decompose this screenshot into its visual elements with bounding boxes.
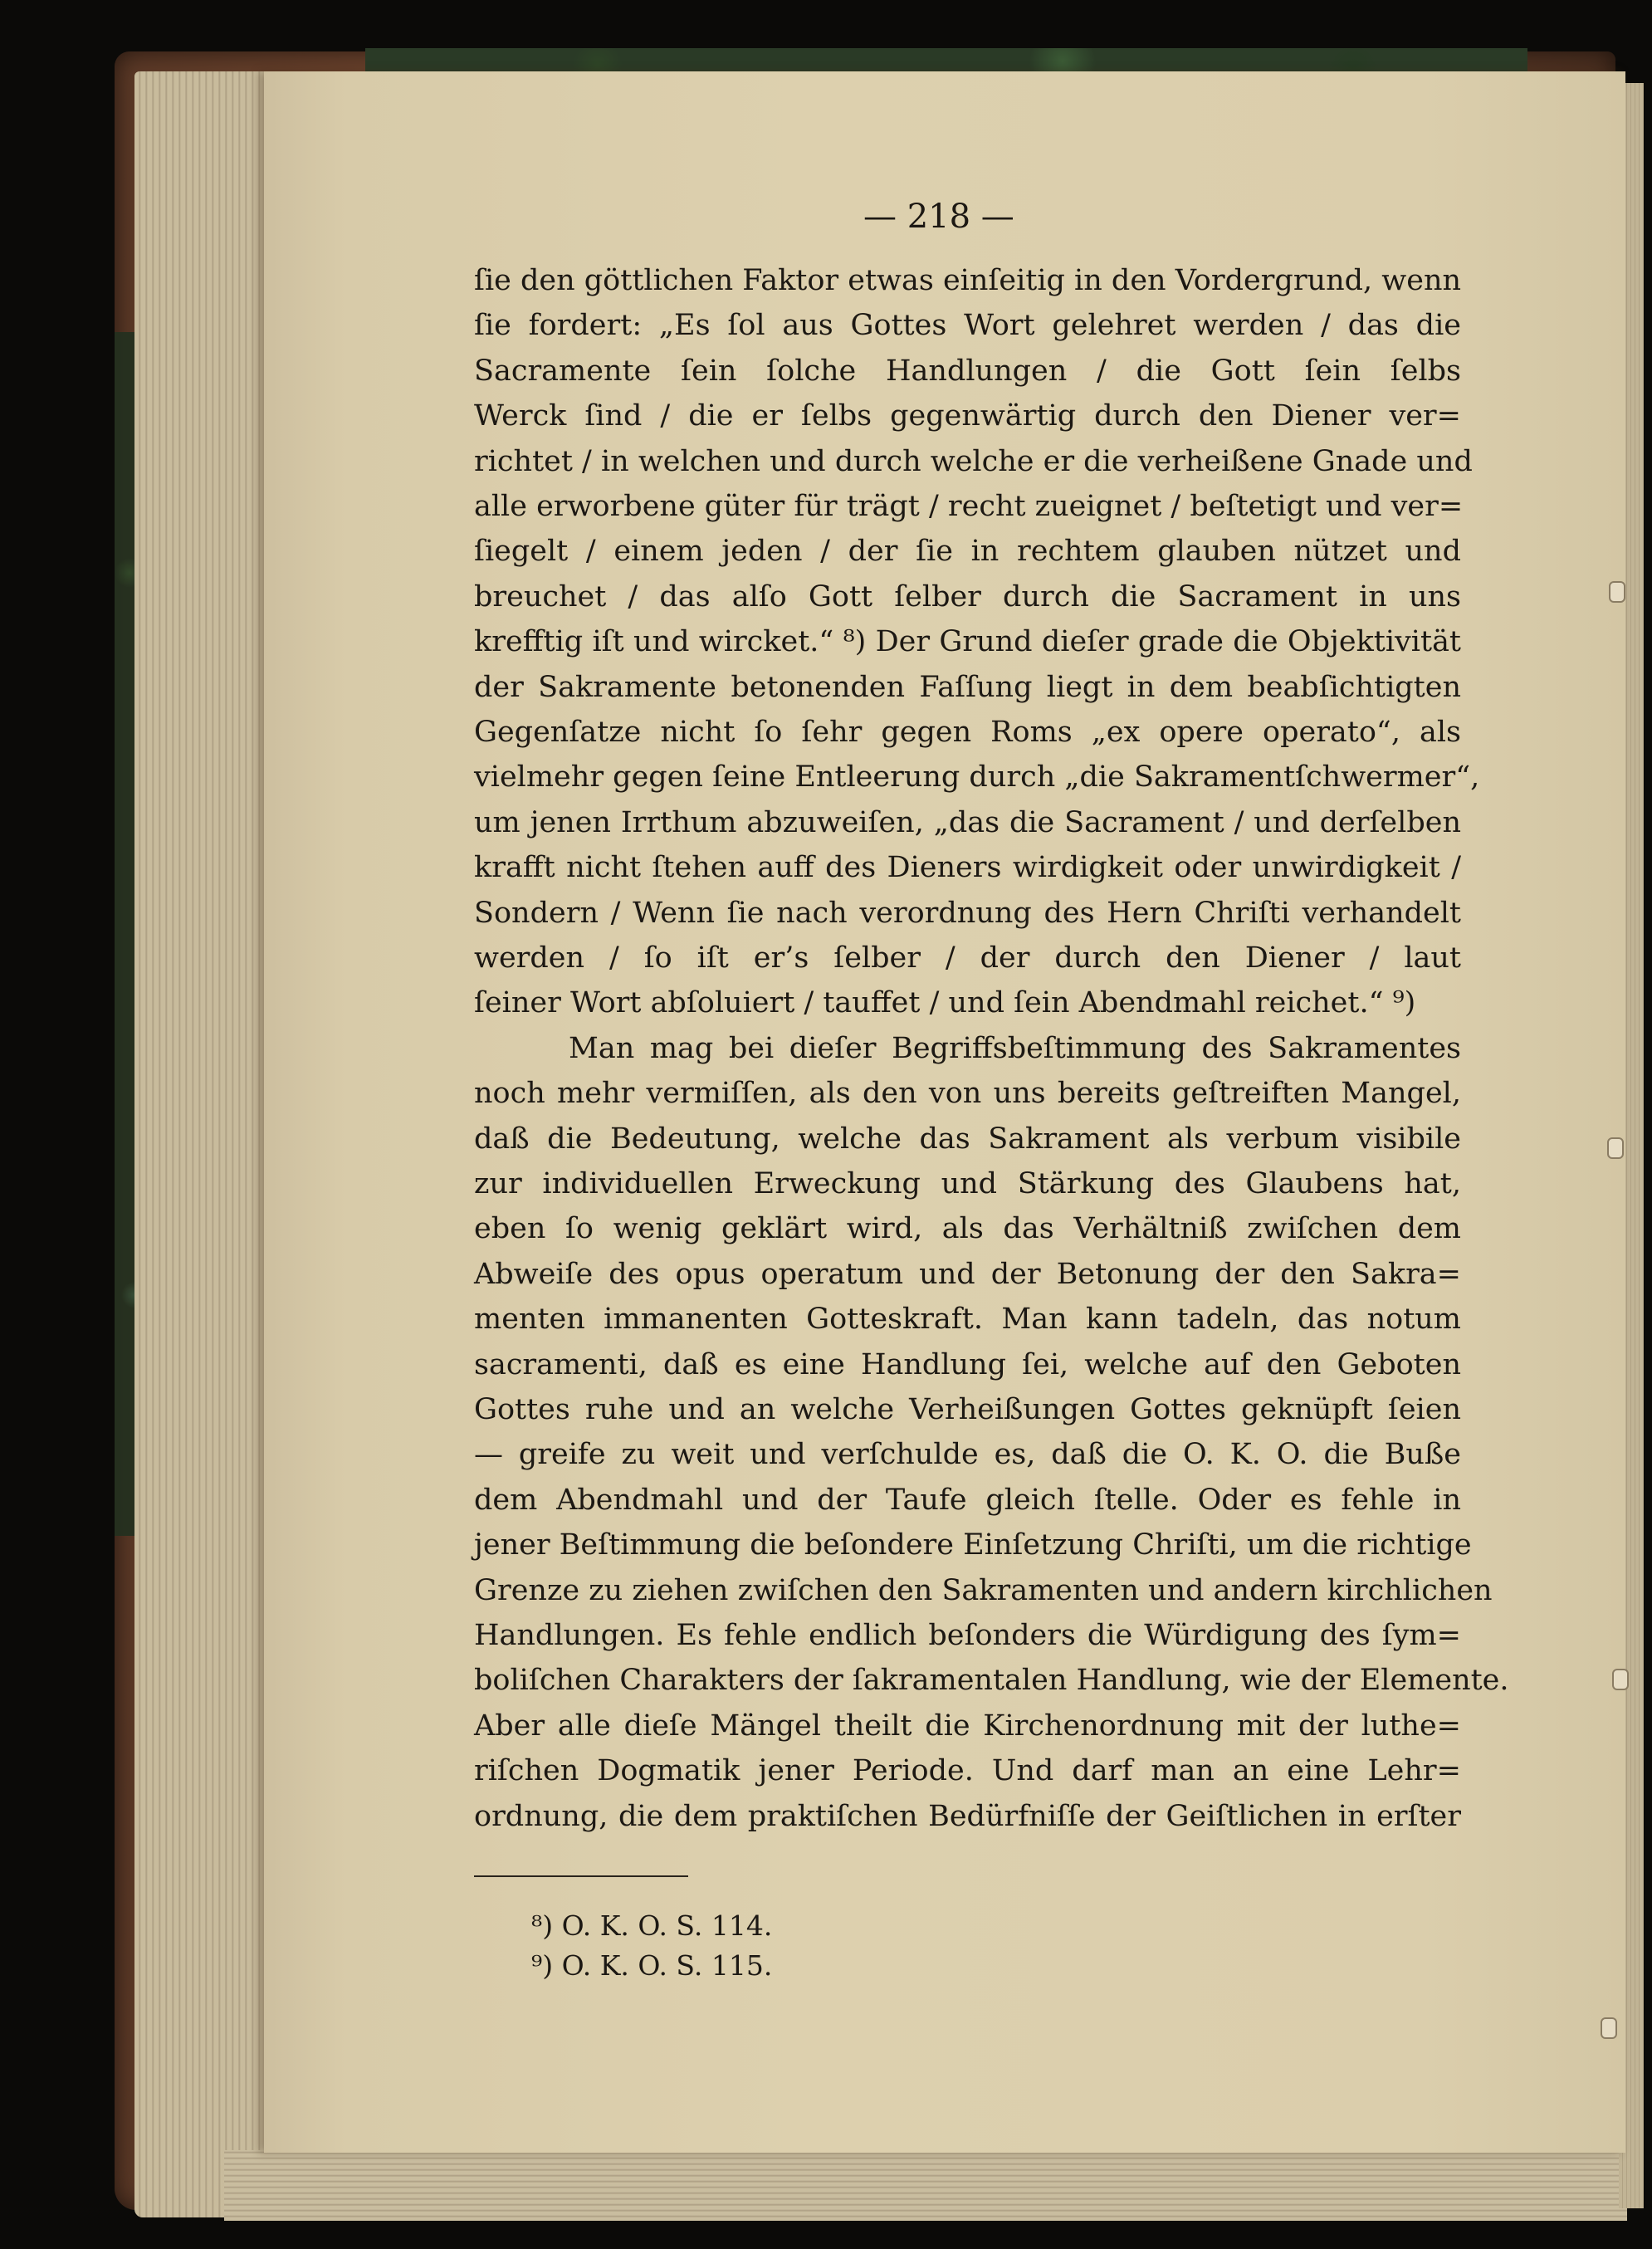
text-line: ſiegelt / einem jeden / der ſie in rechtem glauben nützet und (474, 535, 1461, 568)
text-line: Sondern / Wenn ſie nach verordnung des Hern Chriſti verhandelt (474, 897, 1461, 930)
footnote-8: ⁸) O. K. O. S. 114. (531, 1909, 773, 1942)
text-line: sacramenti, daß es eine Handlung ſei, welche auf den Geboten (474, 1348, 1461, 1381)
text-line: richtet / in welchen und durch welche er die verheißene Gnade und (474, 445, 1473, 478)
page-clip (1607, 1137, 1624, 1159)
footnote-rule (474, 1875, 688, 1877)
text-line: ordnung, die dem praktiſchen Bedürfniſſe der Geiſtlichen in erſter (474, 1800, 1461, 1833)
text-line: Handlungen. Es fehle endlich beſonders die Würdigung des ſym= (474, 1619, 1461, 1652)
text-line: Gottes ruhe und an welche Verheißungen Gottes geknüpft ſeien (474, 1393, 1461, 1426)
text-line: alle erworbene güter für trägt / recht zueignet / beſtetigt und ver= (474, 490, 1464, 523)
text-line: Gegenſatze nicht ſo ſehr gegen Roms „ex opere operato“, als (474, 716, 1461, 749)
text-line: der Sakramente betonenden Faſſung liegt in dem beabſichtigten (474, 671, 1461, 704)
footnote-9: ⁹) O. K. O. S. 115. (531, 1949, 773, 1982)
text-line: ſie den göttlichen Faktor etwas einſeitig in den Vordergrund, wenn (474, 264, 1462, 297)
text-line: — greife zu weit und verſchulde es, daß die O. K. O. die Buße (474, 1438, 1461, 1471)
text-line: dem Abendmahl und der Taufe gleich ſtelle. Oder es fehle in (474, 1484, 1461, 1517)
page-stack-bottom (224, 2150, 1627, 2221)
text-line: zur individuellen Erweckung und Stärkung des Glaubens hat, (474, 1167, 1461, 1200)
text-line: Man mag bei dieſer Begriffsbeſtimmung des Sakramentes (569, 1032, 1461, 1065)
text-line: werden / ſo iſt er’s ſelber / der durch den Diener / laut (474, 941, 1461, 975)
text-line: Sacramente ſein ſolche Handlungen / die Gott ſein ſelbs (474, 354, 1461, 388)
text-line: ſeiner Wort abſoluiert / tauffet / und ſein Abendmahl reichet.“ ⁹) (474, 986, 1416, 1019)
text-line: jener Beſtimmung die beſondere Einſetzung Chriſti, um die richtige (474, 1528, 1472, 1562)
text-line: vielmehr gegen ſeine Entleerung durch „die Sakramentſchwermer“, (474, 760, 1480, 794)
text-line: riſchen Dogmatik jener Periode. Und darf man an eine Lehr= (474, 1754, 1461, 1787)
page-number: — 218 — (863, 198, 1014, 236)
text-line: Grenze zu ziehen zwiſchen den Sakramenten und andern kirchlichen (474, 1574, 1493, 1607)
text-line: boliſchen Charakters der ſakramentalen Handlung, wie der Elemente. (474, 1664, 1509, 1697)
text-line: um jenen Irrthum abzuweiſen, „das die Sacrament / und derſelben (474, 806, 1461, 839)
text-line: krefftig iſt und wircket.“ ⁸) Der Grund dieſer grade die Objektivität (474, 625, 1461, 658)
text-line: ſie fordert: „Es ſol aus Gottes Wort gelehret werden / das die (474, 309, 1461, 342)
text-line: Abweiſe des opus operatum und der Betonung der den Sakra= (474, 1258, 1461, 1291)
text-line: eben ſo wenig geklärt wird, als das Verhältniß zwiſchen dem (474, 1212, 1461, 1245)
text-line: noch mehr vermiſſen, als den von uns bereits geſtreiften Mangel, (474, 1077, 1461, 1110)
text-line: daß die Bedeutung, welche das Sakrament als verbum visibile (474, 1122, 1461, 1156)
page-clip (1612, 1669, 1629, 1690)
text-line: menten immanenten Gotteskraft. Man kann tadeln, das notum (474, 1303, 1461, 1336)
page-clip (1601, 2017, 1617, 2039)
text-line: breuchet / das alſo Gott ſelber durch die Sacrament in uns (474, 580, 1461, 614)
text-line: krafft nicht ſtehen auff des Dieners wirdigkeit oder unwirdigkeit / (474, 851, 1461, 884)
page-clip (1609, 581, 1625, 603)
text-line: Aber alle dieſe Mängel theilt die Kirchenordnung mit der luthe= (474, 1709, 1461, 1743)
text-line: Werck ſind / die er ſelbs gegenwärtig durch den Diener ver= (474, 399, 1461, 433)
